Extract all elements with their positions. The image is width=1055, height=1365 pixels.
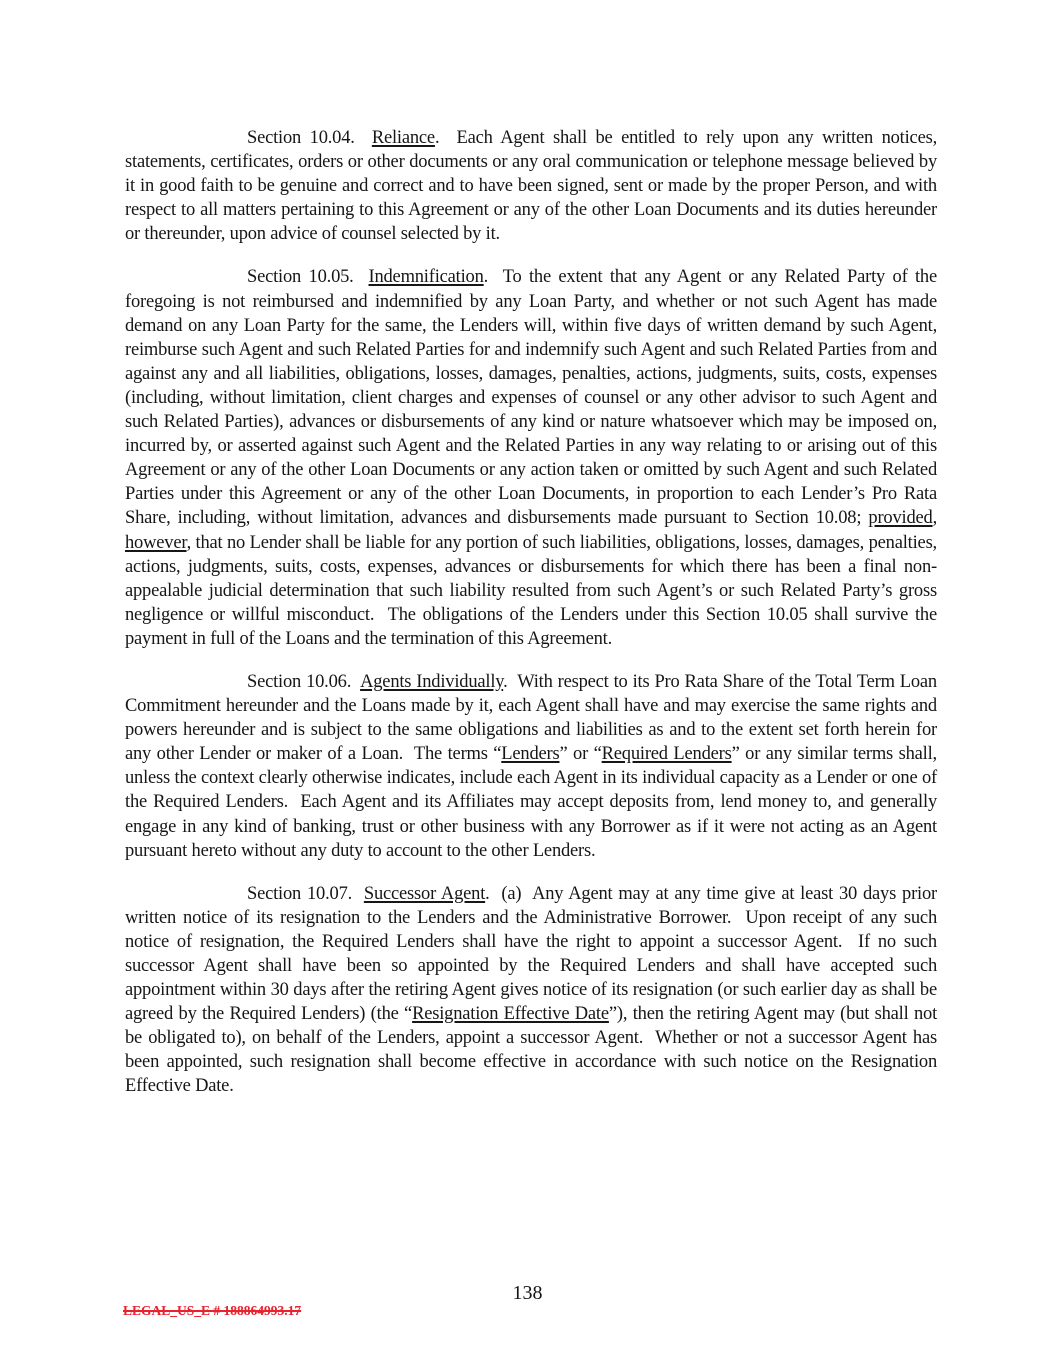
defined-term-however: however: [125, 532, 187, 553]
defined-term-lenders: Lenders: [501, 744, 560, 765]
section-number: Section 10.05.: [247, 267, 369, 288]
page-number: 138: [512, 1282, 543, 1304]
section-title: Indemnification: [368, 267, 484, 288]
section-title: Reliance: [371, 128, 435, 148]
defined-term-resignation-effective-date: Resignation Effective Date: [412, 1004, 609, 1025]
paragraph-section-10-06: [125, 670, 937, 863]
paragraph-body: ” or “: [559, 744, 602, 765]
section-number: Section 10.07.: [247, 883, 364, 904]
paragraph-section-10-05: [125, 265, 937, 651]
section-title: Agents Individually: [360, 671, 504, 692]
section-title: Successor Agent: [363, 883, 486, 904]
paragraph-body: , that no Lender shall be liable for any portion of such liabilities, obligations, losses, damages, penalties, actions, judgments, suits, costs, expenses, advances or disbursements for which there has been a final non-appealable judicial determination that such liability resulted from such Agent’s or such Related Party’s gross negligence or willful misconduct. The obligations of the Lenders under this Section 10.05 shall survive the payment in full of the Loans and the termination of this Agreement.: [125, 532, 937, 649]
footer-stamp: LEGAL_US_E # 188864993.17: [123, 1303, 302, 1318]
paragraph-body: . To the extent that any Agent or any Related Party of the foregoing is not reimbursed and indemnified by any Loan Party, and whether or not such Agent has made demand on any Loan Party for the same, the Lenders will, within five days of written demand by such Agent, reimburse such Agent and such Related Parties for and indemnify such Agent and such Related Parties from and against any and all liabilities, obligations, losses, damages, penalties, actions, judgments, suits, costs, expenses (including, without limitation, client charges and expenses of counsel or any other advisor to such Agent and such Related Parties), advances or disbursements of any kind or nature whatsoever which may be imposed on, incurred by, or asserted against such Agent and the Related Parties in any way relating to or arising out of this Agreement or any of the other Loan Documents or any action taken or omitted by such Agent and such Related Parties under this Agreement or any of the other Loan Documents, in proportion to each Lender’s Pro Rata Share, including, without limitation, advances and disbursements made pursuant to Section 10.08;: [125, 267, 937, 529]
defined-term-required-lenders: Required Lenders: [601, 744, 732, 765]
paragraph-body: . Each Agent shall be entitled to rely upon any written notices, statements, certificates, orders or other documents or any oral communication or telephone message believed by it in good faith to be genuine and correct and to have been signed, sent or made by the proper Person, and with respect to all matters pertaining to this Agreement or any of the other Loan Documents and its duties hereunder or thereunder, upon advice of counsel selected by it.: [125, 128, 938, 245]
section-number: Section 10.04.: [247, 128, 372, 148]
paragraph-section-10-07: [125, 882, 937, 1099]
section-number: Section 10.06.: [247, 671, 361, 692]
paragraph-body: ”), then the retiring Agent may (but shall not be obligated to), on behalf of the Lenders, appoint a successor Agent. Whether or not a successor Agent has been appointed, such resignation shall become effective in accordance with such notice on the Resignation Effective Date.: [125, 1004, 938, 1097]
paragraph-body: . With respect to its Pro Rata Share of the Total Term Loan Commitment hereunder and the Loans made by it, each Agent shall have and may exercise the same rights and powers hereunder and is subject to the same obligations and liabilities as and to the extent set forth herein for any other Lender or maker of a Loan. The terms “: [125, 671, 937, 765]
document-body: [125, 126, 937, 1099]
defined-term-provided: provided: [868, 508, 933, 529]
paragraph-body: . (a) Any Agent may at any time give at least 30 days prior written notice of its resignation to the Lenders and the Administrative Borrower. Upon receipt of any such notice of resignation, the Required Lenders shall have the right to appoint a successor Agent. If no such successor Agent shall have been so appointed by the Required Lenders and shall have accepted such appointment within 30 days after the retiring Agent gives notice of its resignation (or such earlier day as shall be agreed by the Required Lenders) (the “: [125, 883, 937, 1025]
paragraph-section-10-04: [125, 126, 937, 246]
paragraph-body: ” or any similar terms shall, unless the context clearly otherwise indicates, include each Agent in its individual capacity as a Lender or one of the Required Lenders. Each Agent and its Affiliates may accept deposits from, lend money to, and generally engage in any kind of banking, trust or other business with any Borrower as if it were not acting as an Agent pursuant hereto without any duty to account to the other Lenders.: [125, 744, 937, 861]
paragraph-body: ,: [932, 508, 937, 529]
